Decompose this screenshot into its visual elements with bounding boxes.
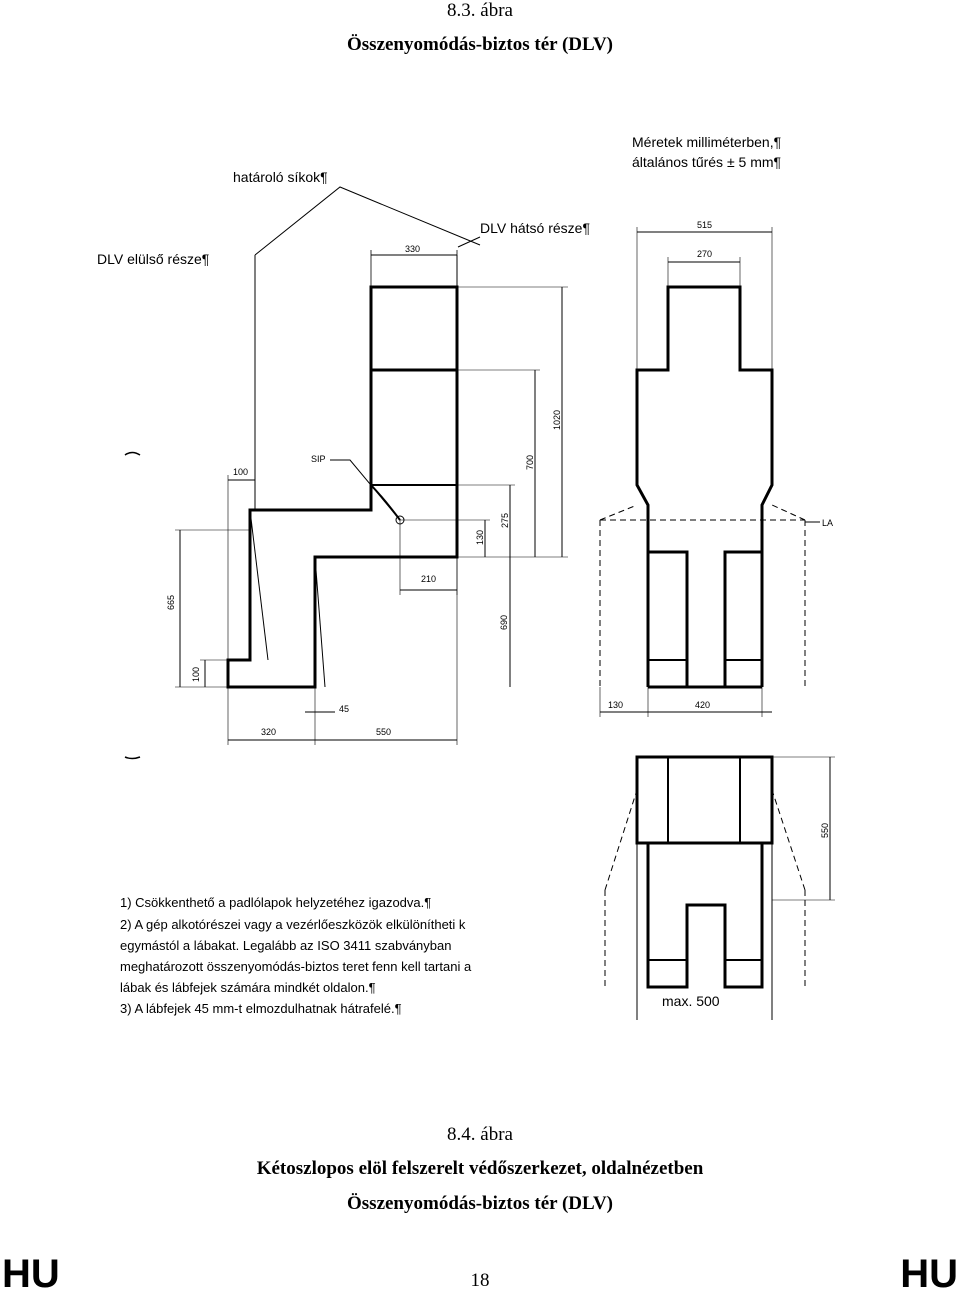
dim-270: 270	[697, 249, 713, 259]
country-code-left: HU	[2, 1252, 60, 1296]
footnote-line: 3) A lábfejek 45 mm-t elmozdulhatnak hátrafelé.¶	[120, 1001, 402, 1016]
front-view-outline	[637, 287, 772, 687]
dim-100-bottom: 100	[191, 666, 201, 682]
dim-130-2: 130	[608, 700, 624, 710]
sip-label: SIP	[311, 454, 326, 464]
dim-420: 420	[695, 700, 711, 710]
dim-550-vertical: 550	[820, 822, 830, 838]
dim-210: 210	[421, 574, 437, 584]
figure-number-top: 8.3. ábra	[447, 0, 513, 21]
dim-700: 700	[525, 454, 535, 470]
figure-title-bottom-line-1: Kétoszlopos elöl felszerelt védőszerkezet, oldalnézetben	[256, 1158, 704, 1179]
page-number: 18	[470, 1270, 490, 1291]
boundary-planes-label: határoló síkok¶	[233, 169, 328, 185]
country-code-right: HU	[900, 1252, 958, 1296]
side-view-outline	[228, 287, 457, 687]
rear-part-label: DLV hátsó része¶	[480, 220, 590, 236]
dim-330: 330	[405, 244, 421, 254]
dim-max-500: max. 500	[662, 993, 720, 1009]
footnote-line: lábak és lábfejek számára mindkét oldalon.¶	[120, 980, 376, 995]
footnote-line: meghatározott összenyomódás-biztos teret fenn kell tartani a	[120, 959, 472, 974]
dim-45: 45	[339, 704, 350, 714]
dim-690: 690	[499, 614, 509, 630]
dim-665: 665	[166, 594, 176, 610]
dim-550: 550	[376, 727, 392, 737]
dim-130: 130	[475, 529, 485, 545]
dim-515: 515	[697, 220, 713, 230]
dim-100-top: 100	[233, 467, 249, 477]
dim-275: 275	[500, 512, 510, 528]
footnote-line: 2) A gép alkotórészei vagy a vezérlőeszközök elkülönítheti k	[120, 917, 466, 932]
figure-title-top: Összenyomódás-biztos tér (DLV)	[347, 34, 613, 55]
la-label: LA	[822, 518, 834, 528]
dim-1020: 1020	[552, 409, 562, 430]
dlv-technical-drawing	[0, 120, 960, 1030]
footnote-line: 1) Csökkenthető a padlólapok helyzetéhez igazodva.¶	[120, 895, 432, 910]
figure-title-bottom-line-2: Összenyomódás-biztos tér (DLV)	[347, 1193, 613, 1214]
top-view-outline	[637, 757, 772, 987]
figure-number-bottom: 8.4. ábra	[447, 1124, 513, 1145]
units-note-line-2: általános tűrés ± 5 mm¶	[632, 154, 782, 170]
front-part-label: DLV elülső része¶	[97, 251, 210, 267]
drawing-labels	[97, 134, 833, 1016]
dim-320: 320	[261, 727, 277, 737]
units-note-line-1: Méretek milliméterben,¶	[632, 134, 782, 150]
footnote-line: egymástól a lábakat. Legalább az ISO 3411 szabványban	[120, 938, 452, 953]
